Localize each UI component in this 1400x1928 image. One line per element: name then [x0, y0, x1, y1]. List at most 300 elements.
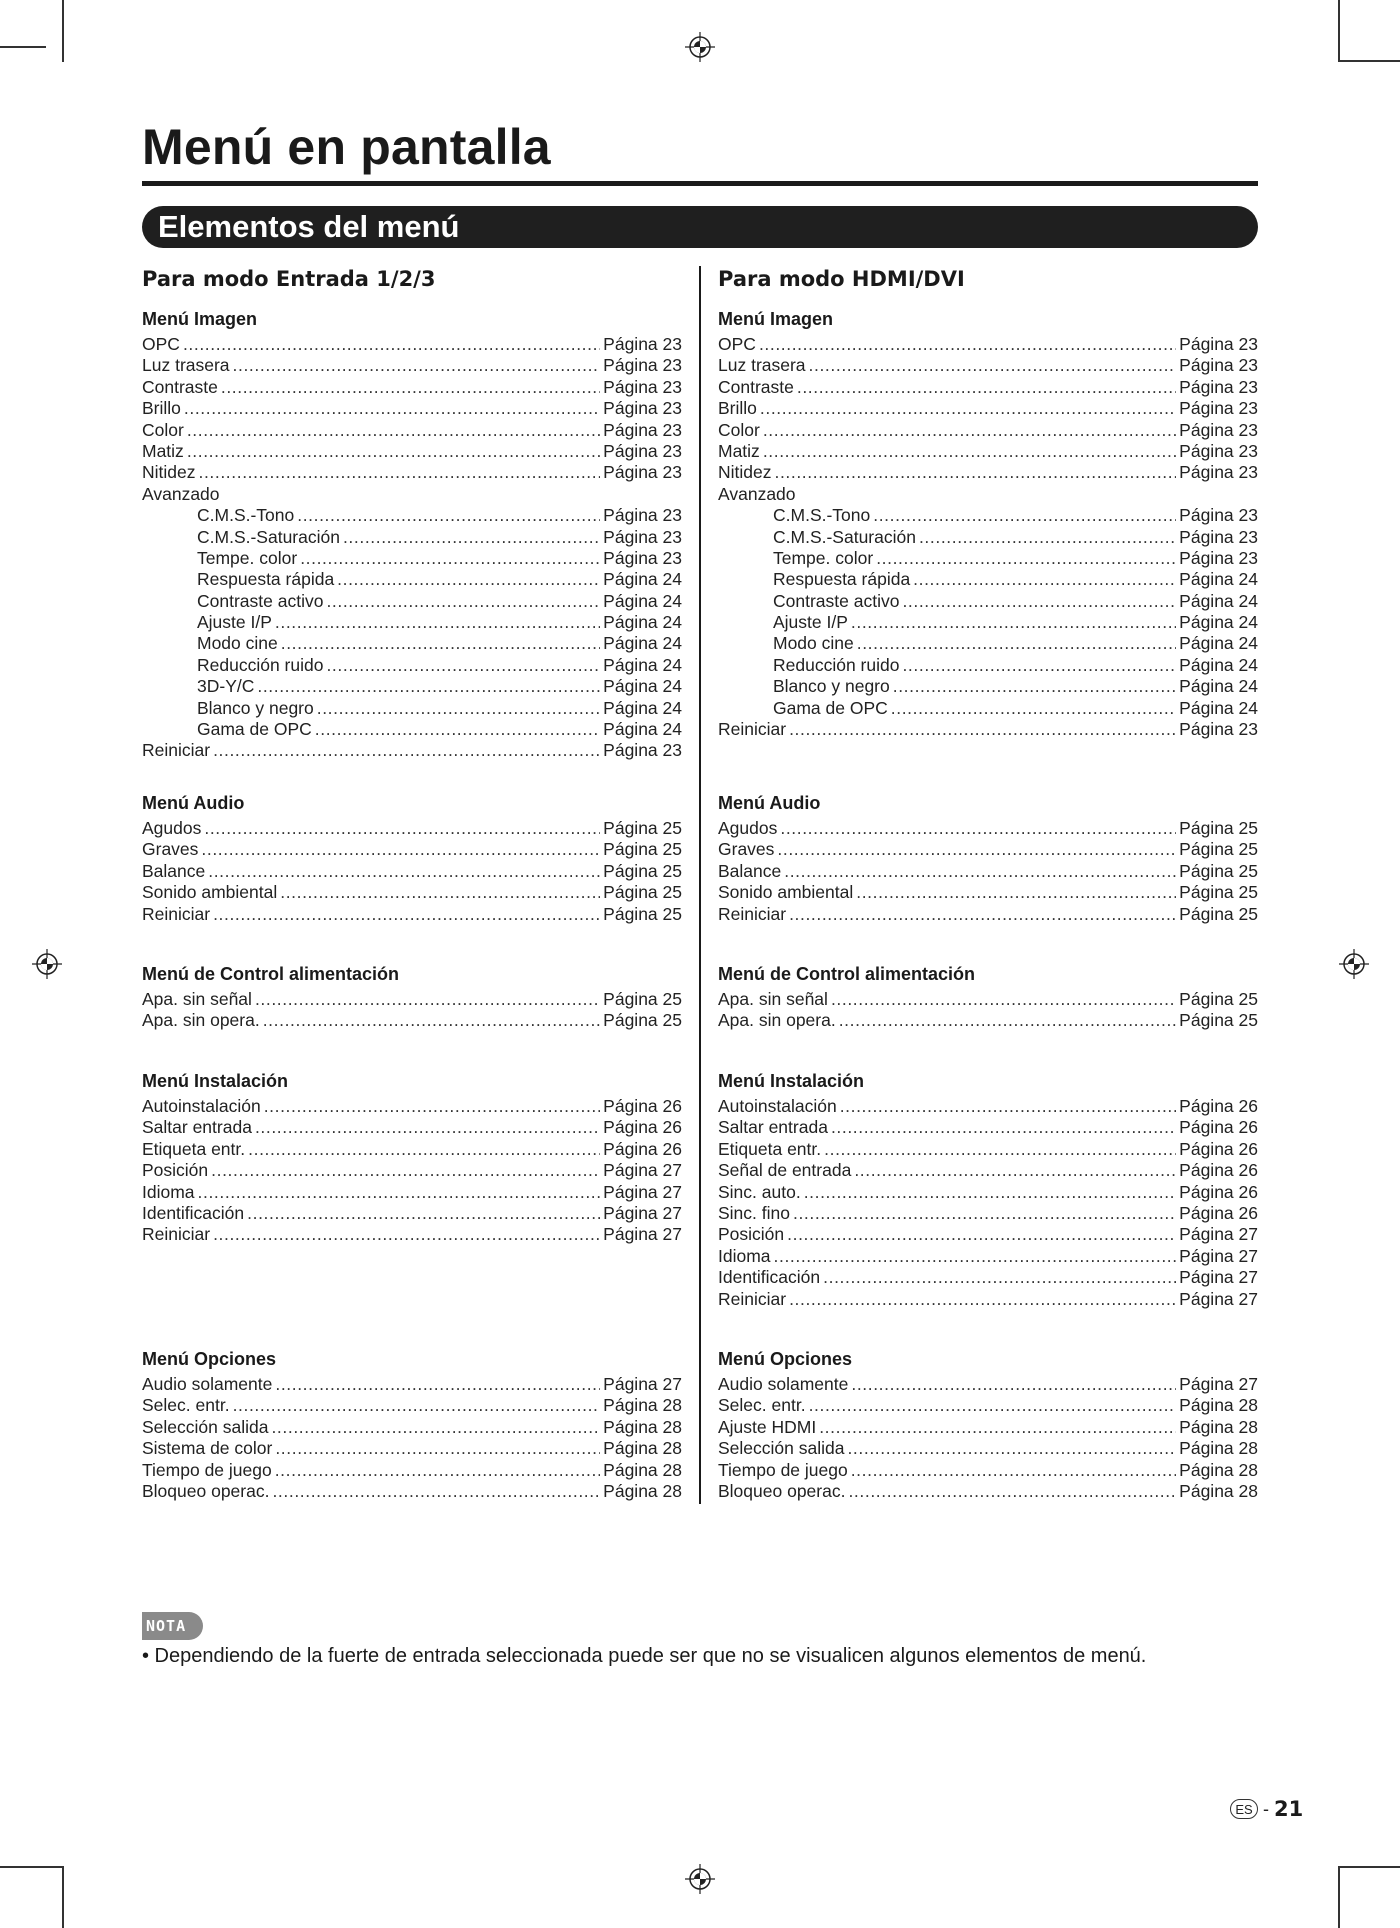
menu-entry — [718, 698, 1258, 719]
menu-entry — [718, 1139, 1258, 1160]
dot-leader — [275, 612, 600, 633]
menu-entry — [718, 612, 1258, 633]
menu-entry — [718, 420, 1258, 441]
dot-leader — [780, 818, 1176, 839]
menu-entry — [142, 818, 682, 839]
menu-entry — [142, 1224, 682, 1245]
menu-group — [142, 1066, 682, 1246]
menu-entry-page: Página 23 — [603, 334, 682, 354]
menu-entry — [718, 548, 1258, 569]
menu-group — [718, 304, 1258, 740]
menu-entry-page: Página 24 — [603, 569, 682, 590]
menu-entry-page: Página 24 — [1179, 590, 1258, 611]
menu-entry — [718, 377, 1258, 398]
menu-group — [718, 1344, 1258, 1502]
dot-leader — [797, 377, 1176, 398]
dot-leader — [831, 1117, 1176, 1138]
dot-leader — [213, 740, 600, 761]
menu-entry-page: Página 24 — [603, 590, 682, 611]
menu-entry-page: Página 25 — [603, 882, 682, 903]
menu-group-title: Menú Opciones — [142, 1349, 277, 1369]
menu-entry-label: Identificación — [142, 1202, 245, 1223]
menu-entry-label: Reducción ruido — [197, 654, 324, 675]
registration-mark-icon — [1339, 949, 1369, 979]
dot-leader — [213, 1224, 600, 1245]
menu-entry-label: Selec. entr. — [142, 1395, 230, 1416]
crop-mark — [0, 1866, 62, 1868]
menu-entry-label: Reiniciar — [718, 903, 787, 924]
menu-entry — [718, 655, 1258, 676]
dot-leader — [793, 1203, 1176, 1224]
dot-leader — [211, 1160, 600, 1181]
menu-entry — [718, 989, 1258, 1010]
menu-entry-label: Blanco y negro — [197, 697, 314, 718]
dot-leader — [272, 1481, 600, 1502]
crop-mark — [0, 46, 46, 48]
menu-group-title: Menú de Control alimentación — [142, 964, 400, 984]
menu-entry-page: Página 23 — [603, 505, 682, 526]
menu-entry-label: Avanzado — [718, 483, 796, 504]
menu-entry-label: Contraste activo — [197, 590, 324, 611]
dot-leader — [831, 989, 1176, 1010]
menu-entry-page: Página 28 — [603, 1459, 682, 1480]
menu-entry-page: Página 23 — [603, 419, 682, 440]
menu-entry-label: Blanco y negro — [773, 676, 890, 697]
menu-entry-page: Página 24 — [1179, 569, 1258, 590]
menu-entry — [142, 484, 682, 505]
menu-entry-label: Selec. entr. — [718, 1395, 806, 1416]
menu-entry — [142, 591, 682, 612]
dot-leader — [257, 676, 600, 697]
menu-entry-page: Página 24 — [603, 719, 682, 740]
menu-entry-page: Página 26 — [603, 1096, 682, 1116]
menu-entry-page: Página 24 — [1179, 633, 1258, 654]
menu-group-title: Menú Opciones — [718, 1349, 853, 1369]
dot-leader — [913, 569, 1176, 590]
menu-entry-label: Gama de OPC — [773, 697, 888, 718]
menu-entry — [142, 740, 682, 761]
title-rule — [142, 181, 1258, 186]
menu-entry — [142, 1438, 682, 1459]
menu-entry-page: Página 23 — [603, 398, 682, 419]
menu-entry — [142, 1481, 682, 1502]
dot-leader — [789, 719, 1176, 740]
menu-entry-label: C.M.S.-Tono — [773, 505, 871, 526]
menu-group — [142, 304, 682, 762]
menu-entry — [718, 484, 1258, 505]
menu-entry — [142, 612, 682, 633]
menu-entry — [718, 334, 1258, 355]
menu-group — [718, 1066, 1258, 1310]
menu-entry-page: Página 26 — [1179, 1160, 1258, 1181]
menu-group-title: Menú Imagen — [142, 309, 258, 329]
dot-leader — [255, 989, 600, 1010]
menu-entry-label: Señal de entrada — [718, 1160, 852, 1181]
dot-leader — [847, 1438, 1176, 1459]
menu-entry-label: C.M.S.-Tono — [197, 505, 295, 526]
menu-entry-page: Página 23 — [603, 440, 682, 461]
menu-entry-page: Página 23 — [603, 740, 682, 761]
menu-entry-label: Saltar entrada — [718, 1117, 828, 1138]
menu-entry-label: Contraste — [142, 376, 218, 397]
dot-leader — [851, 612, 1176, 633]
menu-entry — [718, 591, 1258, 612]
menu-entry-page: Página 27 — [603, 1202, 682, 1223]
dot-leader — [184, 398, 600, 419]
menu-entry — [142, 1096, 682, 1117]
menu-entry-page: Página 25 — [603, 1010, 682, 1031]
menu-entry-label: Audio solamente — [142, 1374, 273, 1394]
menu-entry-label: Luz trasera — [718, 355, 806, 376]
dot-leader — [893, 676, 1176, 697]
menu-entry-page: Página 23 — [1179, 462, 1258, 483]
menu-entry-page: Página 25 — [603, 860, 682, 881]
menu-entry-label: Reiniciar — [718, 1288, 787, 1309]
menu-entry-page: Página 23 — [603, 462, 682, 483]
menu-entry-page: Página 27 — [603, 1181, 682, 1202]
page-title: Menú en pantalla — [142, 119, 551, 175]
dot-leader — [759, 334, 1176, 355]
dot-leader — [763, 441, 1176, 462]
menu-entry — [142, 1460, 682, 1481]
menu-entry-label: Sonido ambiental — [718, 882, 854, 903]
dot-leader — [275, 1460, 600, 1481]
dot-leader — [326, 655, 600, 676]
menu-entry-page: Página 23 — [603, 526, 682, 547]
menu-entry — [142, 548, 682, 569]
menu-entry — [718, 1010, 1258, 1031]
menu-group-title: Menú Audio — [142, 793, 245, 813]
menu-entry-label: Matiz — [718, 440, 760, 461]
dot-leader — [809, 355, 1177, 376]
menu-entry — [142, 676, 682, 697]
menu-entry-label: Ajuste HDMI — [718, 1416, 817, 1437]
crop-mark — [62, 0, 64, 62]
menu-entry — [718, 569, 1258, 590]
menu-entry — [718, 882, 1258, 903]
menu-entry-label: Contraste — [718, 376, 794, 397]
menu-entry-page: Página 24 — [603, 612, 682, 633]
menu-entry — [142, 355, 682, 376]
menu-entry-page: Página 24 — [603, 654, 682, 675]
menu-entry — [718, 1460, 1258, 1481]
menu-entry-label: Selección salida — [142, 1416, 269, 1437]
menu-entry-page: Página 24 — [603, 633, 682, 654]
menu-entry-page: Página 25 — [603, 839, 682, 860]
menu-entry — [718, 1182, 1258, 1203]
menu-entry-label: Color — [718, 419, 760, 440]
menu-entry — [142, 861, 682, 882]
menu-entry — [142, 1203, 682, 1224]
menu-entry-label: Apa. sin opera. — [142, 1010, 260, 1031]
dot-leader — [281, 633, 600, 654]
menu-entry-label: Respuesta rápida — [773, 569, 911, 590]
menu-entry-page: Página 23 — [1179, 440, 1258, 461]
menu-group — [142, 1344, 682, 1502]
menu-entry-label: Sonido ambiental — [142, 882, 278, 903]
menu-entry-page: Página 28 — [1179, 1395, 1258, 1416]
menu-entry-page: Página 23 — [1179, 419, 1258, 440]
menu-entry-page: Página 27 — [603, 1160, 682, 1181]
dot-leader — [233, 355, 601, 376]
nota-text: • Dependiendo de la fuerte de entrada seleccionada puede ser que no se visualicen algunos elementos de menú. — [142, 1645, 1147, 1667]
menu-entry — [718, 676, 1258, 697]
section-title: Elementos del menú — [142, 206, 1258, 248]
menu-entry-label: Nitidez — [142, 462, 196, 483]
menu-entry-page: Página 24 — [1179, 654, 1258, 675]
menu-entry-page: Página 23 — [1179, 398, 1258, 419]
menu-entry — [142, 633, 682, 654]
menu-entry — [142, 904, 682, 925]
menu-entry-page: Página 27 — [1179, 1224, 1258, 1245]
dot-leader — [823, 1267, 1176, 1288]
menu-entry-label: Sistema de color — [142, 1438, 273, 1459]
menu-entry-label: Bloqueo operac. — [142, 1480, 270, 1501]
menu-entry-label: Apa. sin opera. — [718, 1010, 836, 1031]
menu-entry — [142, 839, 682, 860]
menu-entry — [718, 1289, 1258, 1310]
menu-entry-label: Apa. sin señal — [718, 989, 828, 1009]
dot-leader — [337, 569, 600, 590]
registration-mark-icon — [32, 949, 62, 979]
menu-entry — [718, 861, 1258, 882]
crop-mark — [1338, 60, 1400, 62]
menu-entry — [718, 462, 1258, 483]
menu-entry-page: Página 26 — [1179, 1117, 1258, 1138]
menu-entry — [142, 698, 682, 719]
dot-leader — [809, 1395, 1177, 1416]
dot-leader — [840, 1096, 1176, 1117]
menu-entry — [718, 1374, 1258, 1395]
menu-group — [142, 959, 682, 1032]
dot-leader — [902, 591, 1176, 612]
crop-mark — [1338, 0, 1340, 62]
menu-entry-page: Página 28 — [1179, 1480, 1258, 1501]
page-footer — [1230, 1797, 1303, 1821]
menu-entry-page: Página 26 — [603, 1117, 682, 1138]
menu-entry — [718, 355, 1258, 376]
menu-entry — [718, 1160, 1258, 1181]
menu-entry-label: Idioma — [718, 1245, 771, 1266]
menu-entry-label: Gama de OPC — [197, 719, 312, 740]
menu-entry-page: Página 25 — [1179, 839, 1258, 860]
menu-entry-label: Identificación — [718, 1267, 821, 1288]
menu-entry-label: C.M.S.-Saturación — [773, 526, 916, 547]
menu-entry — [718, 1417, 1258, 1438]
menu-entry — [718, 1481, 1258, 1502]
menu-entry-label: Bloqueo operac. — [718, 1480, 846, 1501]
menu-entry-label: Agudos — [142, 818, 202, 838]
dot-leader — [851, 1460, 1176, 1481]
menu-entry-label: Tiempo de juego — [142, 1459, 272, 1480]
menu-group — [718, 788, 1258, 925]
dot-leader — [876, 548, 1176, 569]
menu-entry-label: Apa. sin señal — [142, 989, 252, 1009]
menu-entry — [142, 1139, 682, 1160]
menu-entry-page: Página 27 — [603, 1224, 682, 1245]
menu-entry-label: Selección salida — [718, 1438, 845, 1459]
menu-entry-label: Ajuste I/P — [197, 612, 272, 633]
menu-entry — [718, 839, 1258, 860]
menu-entry — [718, 1246, 1258, 1267]
column-entrada — [142, 262, 682, 1501]
dot-leader — [854, 1160, 1176, 1181]
menu-entry-page: Página 26 — [1179, 1138, 1258, 1159]
menu-entry-page: Página 28 — [603, 1480, 682, 1501]
column-hdmi-dvi — [718, 262, 1258, 1501]
dot-leader — [300, 548, 600, 569]
dot-leader — [208, 861, 600, 882]
menu-entry — [718, 505, 1258, 526]
dot-leader — [819, 1417, 1176, 1438]
dot-leader — [187, 420, 600, 441]
dot-leader — [199, 462, 601, 483]
dot-leader — [763, 420, 1176, 441]
menu-entry — [718, 1267, 1258, 1288]
dot-leader — [201, 839, 600, 860]
language-badge: ES — [1230, 1799, 1258, 1819]
menu-entry-label: Idioma — [142, 1181, 195, 1202]
dot-leader — [248, 1139, 600, 1160]
menu-entry-label: Matiz — [142, 440, 184, 461]
menu-entry-label: Tempe. color — [197, 547, 298, 568]
menu-entry — [142, 334, 682, 355]
menu-entry-page: Página 26 — [603, 1138, 682, 1159]
menu-entry-label: Reiniciar — [718, 719, 787, 740]
menu-entry-label: Tempe. color — [773, 547, 874, 568]
menu-entry — [718, 1438, 1258, 1459]
dot-leader — [902, 655, 1176, 676]
menu-entry-label: 3D-Y/C — [197, 676, 255, 697]
dot-leader — [784, 861, 1176, 882]
menu-entry-page: Página 25 — [1179, 989, 1258, 1009]
menu-entry-page: Página 28 — [603, 1438, 682, 1459]
menu-entry-page: Página 27 — [1179, 1267, 1258, 1288]
menu-entry-label: Reiniciar — [142, 1224, 211, 1245]
dot-leader — [247, 1203, 600, 1224]
page-separator: - — [1263, 1798, 1269, 1819]
menu-entry — [718, 904, 1258, 925]
menu-entry — [142, 1010, 682, 1031]
dot-leader — [789, 1289, 1176, 1310]
menu-entry-page: Página 25 — [1179, 882, 1258, 903]
dot-leader — [187, 441, 600, 462]
crop-mark — [1338, 1866, 1400, 1868]
menu-entry-label: Autoinstalación — [718, 1096, 837, 1116]
menu-entry-label: OPC — [718, 334, 756, 354]
menu-entry-label: Posición — [142, 1160, 209, 1181]
menu-entry-label: Graves — [718, 839, 775, 860]
dot-leader — [271, 1417, 600, 1438]
menu-entry — [718, 818, 1258, 839]
dot-leader — [213, 904, 600, 925]
menu-entry-page: Página 24 — [603, 697, 682, 718]
dot-leader — [275, 1374, 600, 1395]
menu-entry-page: Página 28 — [603, 1416, 682, 1437]
menu-entry-page: Página 25 — [1179, 860, 1258, 881]
menu-entry — [142, 1160, 682, 1181]
menu-entry-page: Página 25 — [603, 903, 682, 924]
menu-entry-page: Página 24 — [1179, 612, 1258, 633]
menu-entry — [142, 420, 682, 441]
menu-entry-label: Respuesta rápida — [197, 569, 335, 590]
crop-mark — [62, 1866, 64, 1928]
menu-entry-page: Página 24 — [603, 676, 682, 697]
menu-entry-label: Brillo — [718, 398, 757, 419]
menu-entry-label: Autoinstalación — [142, 1096, 261, 1116]
dot-leader — [280, 882, 600, 903]
menu-entry — [142, 462, 682, 483]
column-heading: Para modo HDMI/DVI — [718, 267, 965, 291]
menu-entry — [142, 398, 682, 419]
menu-entry — [718, 1395, 1258, 1416]
menu-entry — [142, 377, 682, 398]
dot-leader — [760, 398, 1176, 419]
menu-entry-label: Balance — [142, 860, 206, 881]
menu-entry-label: Tiempo de juego — [718, 1459, 848, 1480]
menu-entry-label: Modo cine — [773, 633, 854, 654]
menu-entry — [142, 1374, 682, 1395]
menu-entry-page: Página 23 — [1179, 547, 1258, 568]
menu-group-title: Menú Instalación — [718, 1071, 865, 1091]
menu-entry — [718, 527, 1258, 548]
menu-entry-page: Página 23 — [1179, 719, 1258, 740]
menu-entry-page: Página 23 — [1179, 334, 1258, 354]
menu-entry-label: Balance — [718, 860, 782, 881]
dot-leader — [856, 882, 1176, 903]
menu-entry — [718, 398, 1258, 419]
menu-entry — [718, 1224, 1258, 1245]
menu-entry — [718, 633, 1258, 654]
menu-entry — [142, 441, 682, 462]
menu-group — [718, 959, 1258, 1032]
dot-leader — [777, 839, 1176, 860]
menu-entry-label: Modo cine — [197, 633, 278, 654]
menu-entry — [142, 882, 682, 903]
menu-entry-page: Página 24 — [1179, 676, 1258, 697]
menu-entry-label: Luz trasera — [142, 355, 230, 376]
dot-leader — [315, 719, 600, 740]
menu-entry-page: Página 25 — [603, 818, 682, 838]
dot-leader — [255, 1117, 600, 1138]
menu-entry-label: Saltar entrada — [142, 1117, 252, 1138]
menu-entry-page: Página 26 — [1179, 1181, 1258, 1202]
menu-entry-label: Posición — [718, 1224, 785, 1245]
menu-entry-page: Página 23 — [603, 547, 682, 568]
menu-entry — [142, 655, 682, 676]
menu-entry-label: Agudos — [718, 818, 778, 838]
menu-entry-label: Reiniciar — [142, 740, 211, 761]
menu-entry — [142, 1395, 682, 1416]
dot-leader — [343, 527, 600, 548]
menu-entry-label: Sinc. fino — [718, 1202, 790, 1223]
page-number: 21 — [1274, 1797, 1304, 1821]
dot-leader — [275, 1438, 600, 1459]
dot-leader — [204, 818, 600, 839]
crop-mark — [1338, 1866, 1340, 1928]
dot-leader — [857, 633, 1176, 654]
dot-leader — [848, 1481, 1176, 1502]
menu-entry-page: Página 27 — [1179, 1374, 1258, 1394]
menu-entry-page: Página 28 — [1179, 1416, 1258, 1437]
dot-leader — [804, 1182, 1176, 1203]
menu-entry-page: Página 23 — [603, 355, 682, 376]
menu-entry-label: Avanzado — [142, 483, 220, 504]
dot-leader — [233, 1395, 601, 1416]
menu-entry-page: Página 28 — [1179, 1459, 1258, 1480]
menu-entry — [142, 1182, 682, 1203]
column-divider — [699, 266, 701, 1504]
